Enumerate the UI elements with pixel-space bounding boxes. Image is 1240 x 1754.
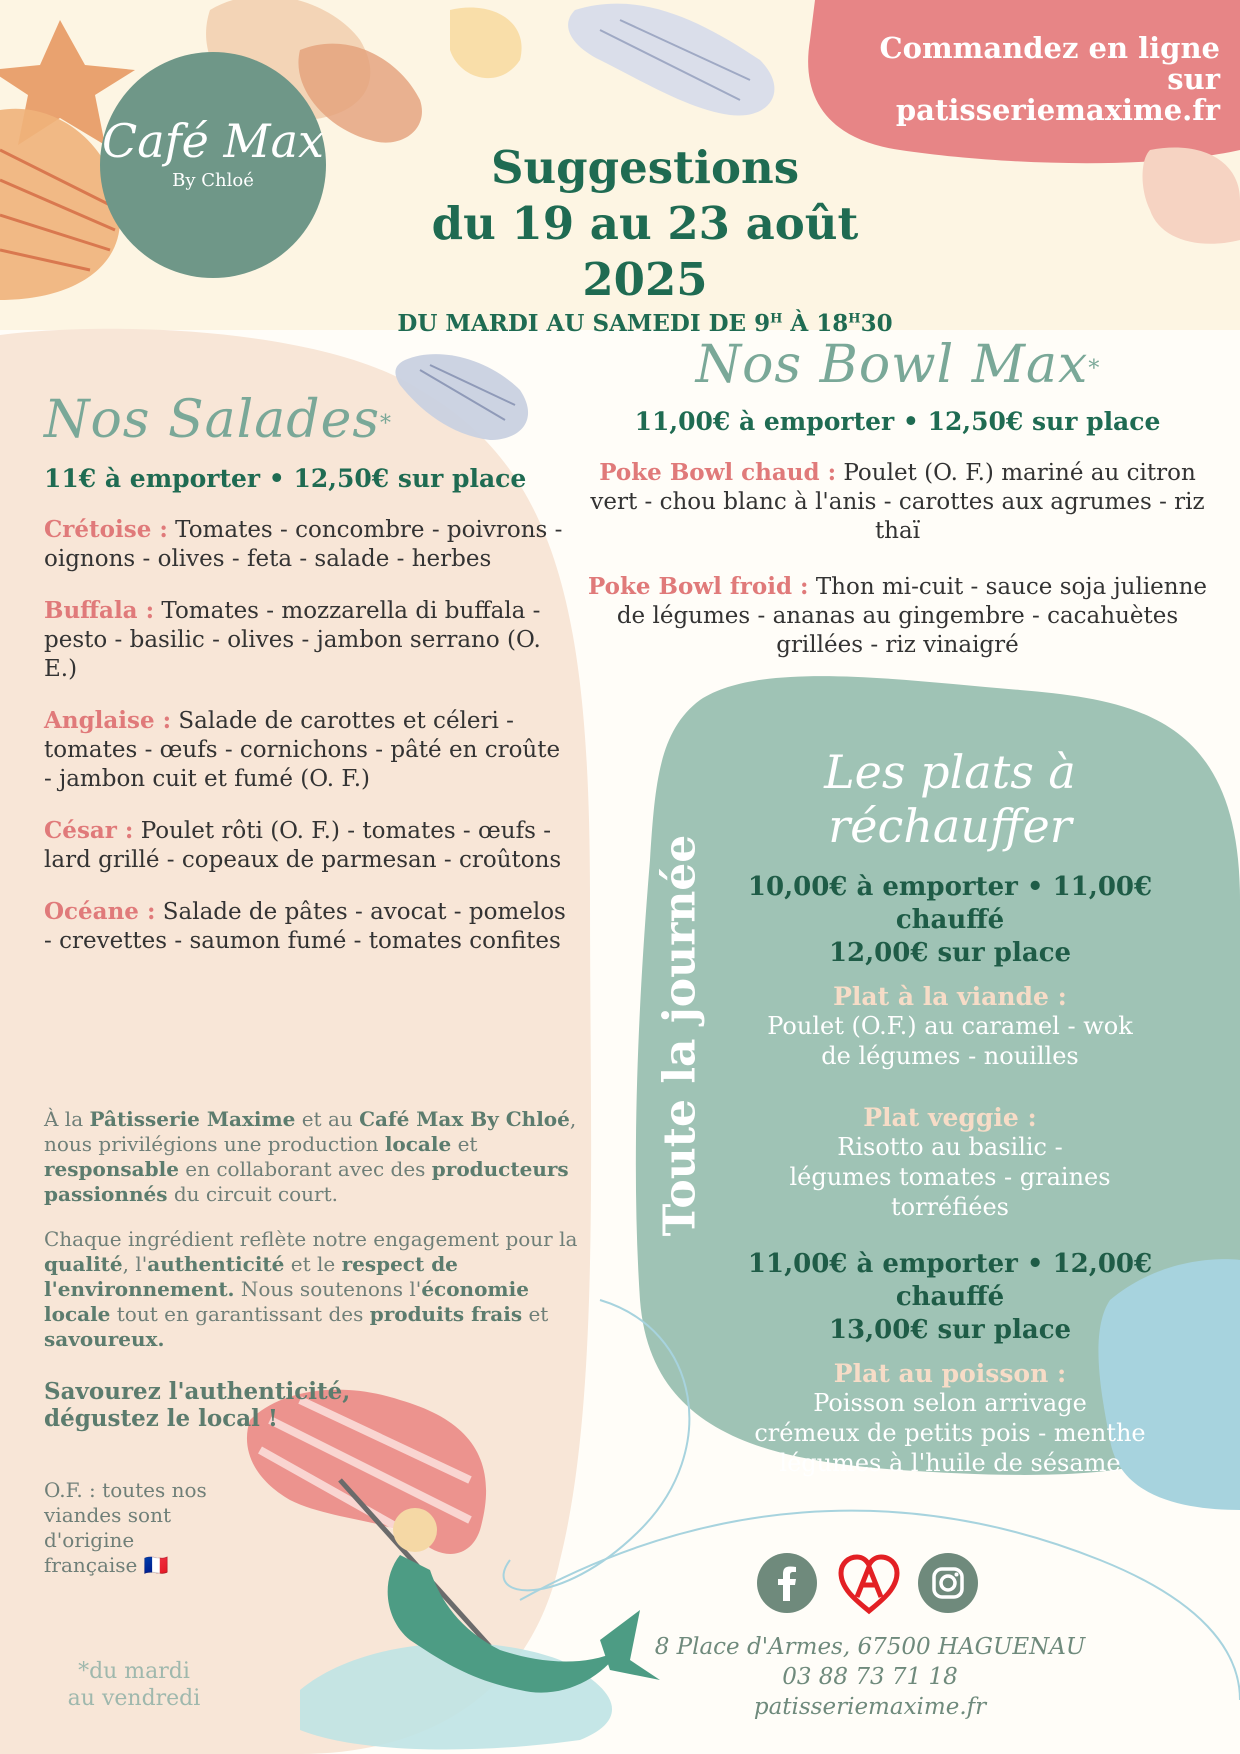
engagement-p2-segment: Nous soutenons l' — [234, 1277, 422, 1301]
engagement-p1-segment: producteurs passionnés — [44, 1157, 569, 1206]
salade-item-oceane — [44, 897, 574, 956]
origin-note — [44, 1478, 224, 1578]
engagement-p1-segment: responsable — [44, 1157, 179, 1181]
engagement-p2-segment: savoureux. — [44, 1327, 165, 1351]
salade-desc: Salade de pâtes - avocat - pomelos - crevettes - saumon fumé - tomates confites — [44, 899, 566, 954]
origin-note-text: O.F. : toutes nos viandes sont d'origine française — [44, 1478, 207, 1577]
engagement-p2-segment: respect de l'environnement. — [44, 1252, 458, 1301]
plats-price1-line1: 10,00€ à emporter • 11,00€ chauffé — [747, 872, 1153, 935]
salade-item-cesar — [44, 816, 574, 875]
engagement-p2-segment: Chaque ingrédient reflète notre engagement pour la — [44, 1227, 578, 1251]
hours-sup1: H — [770, 311, 783, 327]
salade-name: Océane : — [44, 898, 156, 925]
salades-title-text: Nos Salades — [44, 390, 381, 450]
bowl-asterisk: * — [1088, 356, 1100, 382]
alsace-heart-icon[interactable] — [837, 1553, 901, 1615]
engagement-p1-segment: Café Max By Chloé — [359, 1107, 570, 1131]
poisson-desc3: légumes à l'huile de sésame — [779, 1449, 1121, 1477]
plats-price2-line2: 13,00€ sur place — [828, 1315, 1072, 1345]
slogan-line2: dégustez le local ! — [44, 1405, 278, 1432]
bowl-desc: Thon mi-cuit - sauce soja julienne de légumes - ananas au gingembre - cacahuètes grillées - riz vinaigré — [616, 574, 1208, 658]
plats-section — [700, 745, 1200, 1478]
engagement-p1-segment: locale — [384, 1132, 452, 1156]
poisson-title: Plat au poisson : — [833, 1359, 1067, 1388]
engagement-p2-segment: et le — [284, 1252, 342, 1276]
salades-section — [44, 390, 574, 978]
hours-sup2: H — [848, 311, 861, 327]
engagement-text — [44, 1107, 584, 1432]
engagement-p2-segment: économie locale — [44, 1277, 529, 1326]
veggie-title: Plat veggie : — [863, 1103, 1037, 1132]
asterisk-note-line1: *du mardi — [78, 1659, 190, 1684]
hours-mid: À 18 — [782, 310, 849, 337]
toute-la-journee-label: Toute la journée — [654, 834, 706, 1237]
bowl-name: Poke Bowl froid : — [587, 573, 809, 600]
salade-desc: Tomates - mozzarella di buffala - pesto - basilic - olives - jambon serrano (O. E.) — [44, 598, 541, 682]
engagement-paragraph-2 — [44, 1227, 584, 1352]
page-title: Suggestions — [490, 141, 800, 194]
logo-sub: By Chloé — [172, 170, 254, 191]
address: 8 Place d'Armes, 67500 HAGUENAU — [654, 1634, 1086, 1660]
instagram-icon[interactable] — [918, 1553, 978, 1613]
engagement-p2-segment: qualité — [44, 1252, 123, 1276]
bowl-price: 11,00€ à emporter • 12,50€ sur place — [634, 407, 1161, 436]
salades-title — [44, 390, 574, 450]
salades-asterisk: * — [380, 411, 392, 437]
salade-desc: Poulet rôti (O. F.) - tomates - œufs - lard grillé - copeaux de parmesan - croûtons — [44, 818, 562, 873]
engagement-p1-segment: À la — [44, 1107, 90, 1131]
hours-prefix: DU MARDI AU SAMEDI DE 9 — [397, 310, 771, 337]
slogan-line1: Savourez l'authenticité, — [44, 1378, 351, 1405]
poisson-desc2: crémeux de petits pois - menthe — [754, 1419, 1146, 1447]
online-order-banner[interactable] — [820, 33, 1220, 126]
bowl-desc: Poulet (O. F.) mariné au citron vert - chou blanc à l'anis - carottes aux agrumes - riz thaï — [590, 460, 1205, 544]
website-link[interactable]: patisseriemaxime.fr — [753, 1694, 987, 1720]
opening-hours — [370, 310, 920, 337]
salade-item-buffala — [44, 596, 574, 684]
bowl-item-chaud — [585, 458, 1210, 546]
engagement-p2-segment: et — [522, 1302, 549, 1326]
logo-name: Café Max — [102, 114, 324, 168]
salade-item-anglaise — [44, 706, 574, 794]
engagement-paragraph-1 — [44, 1107, 584, 1207]
asterisk-note-line2: au vendredi — [67, 1686, 201, 1711]
bowl-item-froid — [585, 572, 1210, 660]
veggie-desc: Risotto au basilic - légumes tomates - graines torréfiées — [789, 1133, 1111, 1221]
hours-suffix: 30 — [860, 310, 893, 337]
plats-price1-line2: 12,00€ sur place — [828, 938, 1072, 968]
bowl-name: Poke Bowl chaud : — [599, 459, 837, 486]
engagement-p1-segment: en collaborant avec des — [178, 1157, 432, 1181]
asterisk-note — [44, 1658, 224, 1712]
france-flag-icon: 🇫🇷 — [143, 1553, 169, 1577]
engagement-p2-segment: authenticité — [147, 1252, 285, 1276]
date-range: du 19 au 23 août 2025 — [431, 197, 859, 306]
bowl-section — [585, 335, 1210, 682]
engagement-p1-segment: et au — [295, 1107, 360, 1131]
salade-name: Crétoise : — [44, 516, 168, 543]
engagement-p2-segment: , l' — [122, 1252, 148, 1276]
bowl-title — [585, 335, 1210, 395]
engagement-p2-segment: tout en garantissant des — [110, 1302, 370, 1326]
salade-desc: Salade de carottes et céleri - tomates - œufs - cornichons - pâté en croûte - jambon cuit et fumé (O. F.) — [44, 708, 561, 792]
header — [370, 140, 920, 337]
plats-price2-line1: 11,00€ à emporter • 12,00€ chauffé — [747, 1249, 1153, 1312]
contact-info — [640, 1632, 1100, 1722]
engagement-p1-segment: du circuit court. — [167, 1182, 338, 1206]
salade-name: Anglaise : — [44, 707, 172, 734]
viande-title: Plat à la viande : — [833, 982, 1067, 1011]
engagement-p1-segment: Pâtisserie Maxime — [89, 1107, 296, 1131]
engagement-p1-segment: , nous privilégions une production — [44, 1107, 577, 1156]
banner-line1: Commandez en ligne sur — [879, 31, 1220, 96]
salade-desc: Tomates - concombre - poivrons - oignons - olives - feta - salade - herbes — [44, 517, 563, 572]
poisson-desc1: Poisson selon arrivage — [813, 1389, 1087, 1417]
facebook-icon[interactable] — [757, 1553, 817, 1613]
salades-price: 11€ à emporter • 12,50€ sur place — [44, 464, 527, 493]
engagement-p1-segment: et — [451, 1132, 478, 1156]
slogan — [44, 1378, 584, 1432]
engagement-p2-segment: produits frais — [369, 1302, 523, 1326]
salade-item-cretoise — [44, 515, 574, 574]
cafe-max-logo — [100, 52, 326, 278]
salade-name: César : — [44, 817, 134, 844]
salade-name: Buffala : — [44, 597, 155, 624]
banner-link[interactable]: patisseriemaxime.fr — [895, 93, 1220, 127]
plats-title: Les plats à réchauffer — [824, 745, 1076, 853]
viande-desc: Poulet (O.F.) au caramel - wok de légumes - nouilles — [767, 1012, 1133, 1070]
bowl-title-text: Nos Bowl Max — [695, 335, 1089, 395]
phone[interactable]: 03 88 73 71 18 — [782, 1664, 958, 1690]
social-icons — [757, 1553, 982, 1615]
